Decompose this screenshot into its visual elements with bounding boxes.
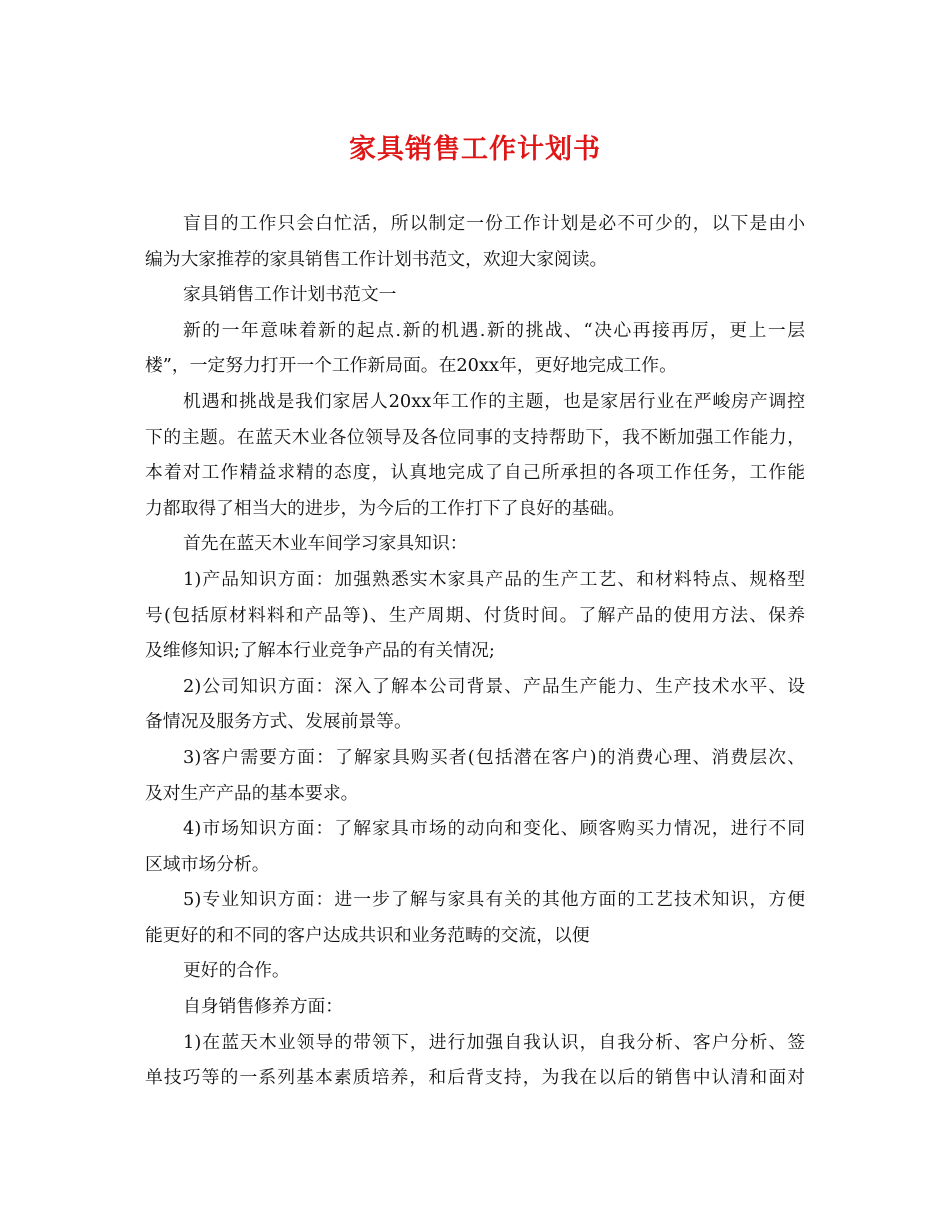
text-line: 5)专业知识方面：进一步了解与家具有关的其他方面的工艺技术知识，方便 xyxy=(183,889,805,911)
text-line: 自身销售修养方面： xyxy=(183,996,344,1018)
text-line: 区域市场分析。 xyxy=(145,853,270,875)
text-line: 本着对工作精益求精的态度，认真地完成了自己所承担的各项工作任务，工作能 xyxy=(145,462,805,484)
text-line: 机遇和挑战是我们家居人20xx年工作的主题，也是家居行业在严峻房产调控 xyxy=(183,390,805,412)
text-line: 楼”，一定努力打开一个工作新局面。在20xx年，更好地完成工作。 xyxy=(145,355,677,377)
text-line: 单技巧等的一系列基本素质培养，和后背支持，为我在以后的销售中认清和面对 xyxy=(145,1067,805,1089)
text-line: 1)在蓝天木业领导的带领下，进行加强自我认识，自我分析、客户分析、签 xyxy=(183,1031,805,1053)
text-line: 1)产品知识方面：加强熟悉实木家具产品的生产工艺、和材料特点、规格型 xyxy=(183,568,805,590)
text-line: 及维修知识;了解本行业竞争产品的有关情况; xyxy=(145,640,495,662)
text-line: 能更好的和不同的客户达成共识和业务范畴的交流，以便 xyxy=(145,924,590,946)
text-line: 盲目的工作只会白忙活，所以制定一份工作计划是必不可少的，以下是由小 xyxy=(183,213,805,234)
text-line: 备情况及服务方式、发展前景等。 xyxy=(145,711,412,733)
text-line: 新的一年意味着新的起点.新的机遇.新的挑战、“决心再接再厉，更上一层 xyxy=(183,319,805,341)
text-line: 及对生产产品的基本要求。 xyxy=(145,782,359,804)
text-line: 首先在蓝天木业车间学习家具知识： xyxy=(183,533,468,555)
text-line: 力都取得了相当大的进步，为今后的工作打下了良好的基础。 xyxy=(145,497,626,519)
text-line: 2)公司知识方面：深入了解本公司背景、产品生产能力、生产技术水平、设 xyxy=(183,675,805,697)
text-line: 号(包括原材料料和产品等)、生产周期、付货时间。了解产品的使用方法、保养 xyxy=(145,604,805,626)
text-line: 3)客户需要方面：了解家具购买者(包括潜在客户)的消费心理、消费层次、 xyxy=(183,746,805,768)
text-line: 4)市场知识方面：了解家具市场的动向和变化、顾客购买力情况，进行不同 xyxy=(183,818,805,840)
document-body xyxy=(145,206,805,1096)
text-line: 编为大家推荐的家具销售工作计划书范文，欢迎大家阅读。 xyxy=(145,248,608,270)
text-line: 更好的合作。 xyxy=(183,960,290,982)
document-title: 家具销售工作计划书 xyxy=(349,134,601,165)
text-line: 下的主题。在蓝天木业各位领导及各位同事的支持帮助下，我不断加强工作能力， xyxy=(145,426,805,448)
text-line: 家具销售工作计划书范文一 xyxy=(183,284,397,306)
